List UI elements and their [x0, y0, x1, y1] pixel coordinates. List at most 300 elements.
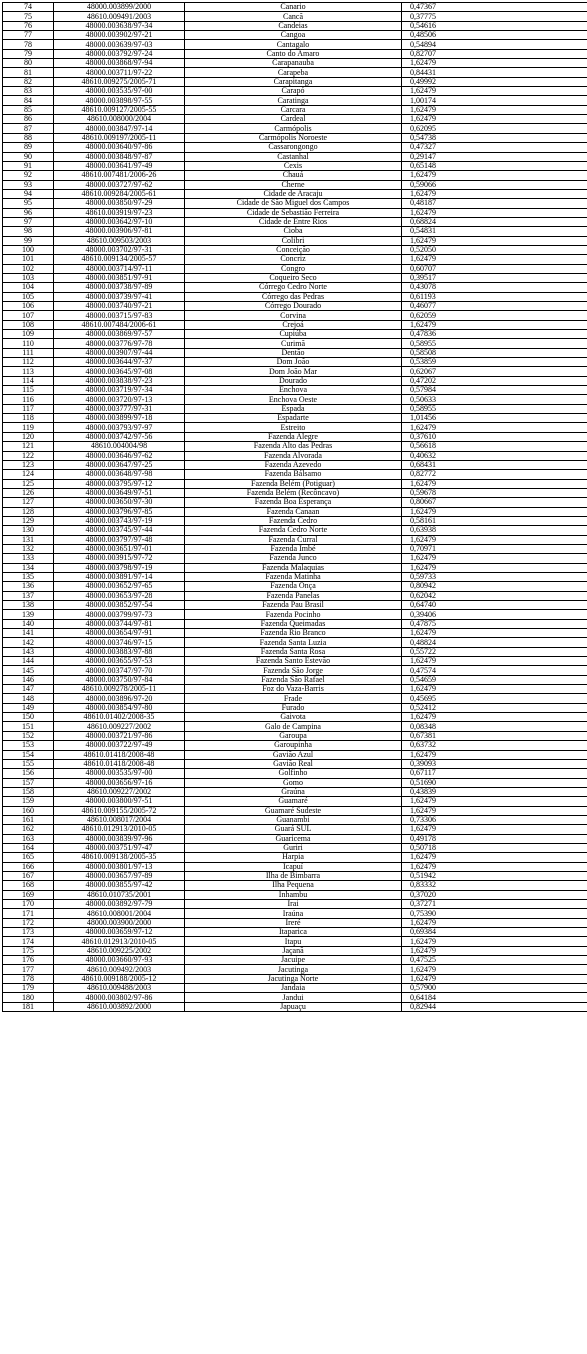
process-number-cell: 48000.003801/97-13 [54, 862, 185, 871]
table-row [3, 572, 587, 581]
value-cell: 0,29147 [402, 152, 587, 161]
field-name-cell: Castanhal [185, 152, 402, 161]
value-cell: 0,39406 [402, 610, 587, 619]
row-number-cell: 158 [3, 787, 54, 796]
process-number-cell: 48000.003745/97-44 [54, 526, 185, 535]
process-number-cell: 48000.003906/97-81 [54, 227, 185, 236]
value-cell: 1,62479 [402, 171, 587, 180]
value-cell: 1,62479 [402, 657, 587, 666]
table-row [3, 731, 587, 740]
table-row [3, 311, 587, 320]
table-row [3, 96, 587, 105]
value-cell: 0,84431 [402, 68, 587, 77]
value-cell: 0,75390 [402, 909, 587, 918]
field-name-cell: Cangoa [185, 31, 402, 40]
process-number-cell: 48000.003641/97-49 [54, 161, 185, 170]
field-name-cell: Jandui [185, 993, 402, 1002]
table-row [3, 49, 587, 58]
row-number-cell: 132 [3, 544, 54, 553]
row-number-cell: 168 [3, 881, 54, 890]
row-number-cell: 77 [3, 31, 54, 40]
row-number-cell: 88 [3, 133, 54, 142]
process-number-cell: 48000.003792/97-24 [54, 49, 185, 58]
table-row [3, 376, 587, 385]
field-name-cell: Guamaré [185, 797, 402, 806]
process-number-cell: 48000.003777/97-31 [54, 404, 185, 413]
process-number-cell: 48000.003793/97-97 [54, 423, 185, 432]
value-cell: 0,47836 [402, 330, 587, 339]
field-name-cell: Cardeal [185, 115, 402, 124]
process-number-cell: 48000.003651/97-01 [54, 544, 185, 553]
field-name-cell: Fazenda Alto das Pedras [185, 442, 402, 451]
table-row [3, 694, 587, 703]
row-number-cell: 167 [3, 871, 54, 880]
row-number-cell: 164 [3, 843, 54, 852]
field-name-cell: Congro [185, 264, 402, 273]
table-row [3, 367, 587, 376]
table-row [3, 143, 587, 152]
table-row [3, 993, 587, 1002]
row-number-cell: 91 [3, 161, 54, 170]
table-row [3, 470, 587, 479]
value-cell: 0,37020 [402, 890, 587, 899]
process-number-cell: 48000.003883/97-88 [54, 647, 185, 656]
process-number-cell: 48000.003795/97-12 [54, 479, 185, 488]
table-row [3, 909, 587, 918]
field-name-cell: Fazenda Alegre [185, 432, 402, 441]
row-number-cell: 122 [3, 451, 54, 460]
process-number-cell: 48000.003653/97-28 [54, 591, 185, 600]
table-row [3, 498, 587, 507]
table-row [3, 974, 587, 983]
row-number-cell: 149 [3, 703, 54, 712]
row-number-cell: 172 [3, 918, 54, 927]
row-number-cell: 116 [3, 395, 54, 404]
process-number-cell: 48000.003900/2000 [54, 918, 185, 927]
field-name-cell: Foz do Vaza-Barris [185, 685, 402, 694]
table-row [3, 619, 587, 628]
value-cell: 1,62479 [402, 965, 587, 974]
field-name-cell: Carapanauba [185, 59, 402, 68]
field-name-cell: Gomo [185, 778, 402, 787]
row-number-cell: 79 [3, 49, 54, 58]
row-number-cell: 133 [3, 554, 54, 563]
value-cell: 1,62479 [402, 806, 587, 815]
process-number-cell: 48610.008000/2004 [54, 115, 185, 124]
value-cell: 1,62479 [402, 862, 587, 871]
table-row [3, 68, 587, 77]
process-number-cell: 48000.003639/97-03 [54, 40, 185, 49]
value-cell: 1,62479 [402, 423, 587, 432]
field-name-cell: Concriz [185, 255, 402, 264]
row-number-cell: 157 [3, 778, 54, 787]
table-row [3, 797, 587, 806]
table-row [3, 161, 587, 170]
field-name-cell: Fazenda Queimadas [185, 619, 402, 628]
table-row [3, 77, 587, 86]
value-cell: 0,83332 [402, 881, 587, 890]
row-number-cell: 128 [3, 507, 54, 516]
process-number-cell: 48610.008001/2004 [54, 909, 185, 918]
row-number-cell: 106 [3, 302, 54, 311]
field-name-cell: Carmópolis Noroeste [185, 133, 402, 142]
row-number-cell: 138 [3, 601, 54, 610]
row-number-cell: 74 [3, 3, 54, 12]
table-row [3, 787, 587, 796]
table-row [3, 928, 587, 937]
table-row [3, 890, 587, 899]
process-number-cell: 48610.009278/2005-11 [54, 685, 185, 694]
value-cell: 1,62479 [402, 255, 587, 264]
field-name-cell: Cioba [185, 227, 402, 236]
process-number-cell: 48000.003750/97-84 [54, 675, 185, 684]
process-number-cell: 48000.003711/97-22 [54, 68, 185, 77]
row-number-cell: 180 [3, 993, 54, 1002]
value-cell: 1,62479 [402, 507, 587, 516]
process-number-cell: 48000.003854/97-80 [54, 703, 185, 712]
value-cell: 1,00174 [402, 96, 587, 105]
value-cell: 0,49178 [402, 834, 587, 843]
process-number-cell: 48000.003650/97-30 [54, 498, 185, 507]
field-name-cell: Canario [185, 3, 402, 12]
table-row [3, 563, 587, 572]
field-name-cell: Carapeba [185, 68, 402, 77]
table-row [3, 965, 587, 974]
value-cell: 0,57984 [402, 386, 587, 395]
row-number-cell: 160 [3, 806, 54, 815]
value-cell: 0,58508 [402, 348, 587, 357]
table-row [3, 414, 587, 423]
field-name-cell: Fazenda Belém (Potiguar) [185, 479, 402, 488]
row-number-cell: 154 [3, 750, 54, 759]
value-cell: 0,48824 [402, 638, 587, 647]
row-number-cell: 134 [3, 563, 54, 572]
field-name-cell: Dentão [185, 348, 402, 357]
process-number-cell: 48000.003869/97-57 [54, 330, 185, 339]
table-row [3, 488, 587, 497]
field-name-cell: Ilha de Bimbarra [185, 871, 402, 880]
table-row [3, 59, 587, 68]
field-name-cell: Corvina [185, 311, 402, 320]
row-number-cell: 174 [3, 937, 54, 946]
field-name-cell: Cherne [185, 180, 402, 189]
table-row [3, 741, 587, 750]
process-number-cell: 48000.003896/97-20 [54, 694, 185, 703]
table-row [3, 302, 587, 311]
row-number-cell: 81 [3, 68, 54, 77]
table-row [3, 675, 587, 684]
row-number-cell: 125 [3, 479, 54, 488]
row-number-cell: 146 [3, 675, 54, 684]
row-number-cell: 83 [3, 87, 54, 96]
field-name-cell: Icapuí [185, 862, 402, 871]
row-number-cell: 117 [3, 404, 54, 413]
field-name-cell: Cidade de Aracaju [185, 189, 402, 198]
field-name-cell: Dom João Mar [185, 367, 402, 376]
table-row [3, 386, 587, 395]
field-name-cell: Córrego das Pedras [185, 292, 402, 301]
table-row [3, 292, 587, 301]
value-cell: 0,50633 [402, 395, 587, 404]
field-name-cell: Gaivota [185, 713, 402, 722]
table-row [3, 862, 587, 871]
process-number-cell: 48000.003649/97-51 [54, 488, 185, 497]
value-cell: 0,73306 [402, 815, 587, 824]
table-row [3, 806, 587, 815]
value-cell: 1,62479 [402, 563, 587, 572]
field-name-cell: Furado [185, 703, 402, 712]
field-name-cell: Fazenda Bálsamo [185, 470, 402, 479]
value-cell: 0,51690 [402, 778, 587, 787]
process-number-cell: 48610.007481/2006-26 [54, 171, 185, 180]
process-number-cell: 48000.003847/97-14 [54, 124, 185, 133]
table-row [3, 339, 587, 348]
table-row [3, 657, 587, 666]
field-name-cell: Conceição [185, 245, 402, 254]
process-number-cell: 48610.009284/2005-61 [54, 189, 185, 198]
row-number-cell: 136 [3, 582, 54, 591]
value-cell: 1,62479 [402, 937, 587, 946]
value-cell: 0,69384 [402, 928, 587, 937]
field-name-cell: Harpia [185, 853, 402, 862]
table-row [3, 610, 587, 619]
table-row [3, 208, 587, 217]
row-number-cell: 127 [3, 498, 54, 507]
row-number-cell: 112 [3, 358, 54, 367]
table-row [3, 526, 587, 535]
process-number-cell: 48000.003746/97-15 [54, 638, 185, 647]
field-name-cell: Garoupa [185, 731, 402, 740]
field-name-cell: Itaparica [185, 928, 402, 937]
field-name-cell: Cexis [185, 161, 402, 170]
row-number-cell: 176 [3, 956, 54, 965]
process-number-cell: 48610.009155/2005-72 [54, 806, 185, 815]
value-cell: 1,62479 [402, 59, 587, 68]
row-number-cell: 85 [3, 105, 54, 114]
table-row [3, 236, 587, 245]
row-number-cell: 82 [3, 77, 54, 86]
row-number-cell: 153 [3, 741, 54, 750]
row-number-cell: 115 [3, 386, 54, 395]
table-row [3, 227, 587, 236]
table-row [3, 87, 587, 96]
field-name-cell: Colibri [185, 236, 402, 245]
process-number-cell: 48000.003721/97-86 [54, 731, 185, 740]
row-number-cell: 131 [3, 535, 54, 544]
field-name-cell: Fazenda Santa Rosa [185, 647, 402, 656]
row-number-cell: 76 [3, 21, 54, 30]
value-cell: 0,37775 [402, 12, 587, 21]
process-number-cell: 48000.003799/97-73 [54, 610, 185, 619]
value-cell: 0,54831 [402, 227, 587, 236]
row-number-cell: 165 [3, 853, 54, 862]
field-name-cell: Ireré [185, 918, 402, 927]
value-cell: 0,50718 [402, 843, 587, 852]
table-row [3, 358, 587, 367]
table-row [3, 900, 587, 909]
row-number-cell: 147 [3, 685, 54, 694]
value-cell: 0,47525 [402, 956, 587, 965]
process-number-cell: 48610.009275/2005-71 [54, 77, 185, 86]
process-number-cell: 48610.009188/2005-12 [54, 974, 185, 983]
value-cell: 0,43078 [402, 283, 587, 292]
process-number-cell: 48000.003852/97-54 [54, 601, 185, 610]
value-cell: 0,80667 [402, 498, 587, 507]
process-number-cell: 48610.009227/2002 [54, 722, 185, 731]
table-row [3, 582, 587, 591]
field-name-cell: Fazenda Pocinho [185, 610, 402, 619]
value-cell: 1,62479 [402, 236, 587, 245]
row-number-cell: 92 [3, 171, 54, 180]
process-number-cell: 48000.003739/97-41 [54, 292, 185, 301]
table-row [3, 423, 587, 432]
table-row [3, 769, 587, 778]
value-cell: 0,47574 [402, 666, 587, 675]
row-number-cell: 103 [3, 273, 54, 282]
field-name-cell: Fazenda Rio Branco [185, 629, 402, 638]
table-row [3, 479, 587, 488]
row-number-cell: 120 [3, 432, 54, 441]
process-number-cell: 48610.009491/2003 [54, 12, 185, 21]
value-cell: 0,62067 [402, 367, 587, 376]
table-row [3, 825, 587, 834]
fields-table [2, 2, 587, 1012]
value-cell: 0,80942 [402, 582, 587, 591]
process-number-cell: 48000.003738/97-89 [54, 283, 185, 292]
process-number-cell: 48610.009492/2003 [54, 965, 185, 974]
table-row [3, 3, 587, 12]
field-name-cell: Jacutinga [185, 965, 402, 974]
row-number-cell: 181 [3, 1002, 54, 1011]
row-number-cell: 95 [3, 199, 54, 208]
value-cell: 0,54894 [402, 40, 587, 49]
row-number-cell: 126 [3, 488, 54, 497]
table-row [3, 320, 587, 329]
process-number-cell: 48000.003850/97-29 [54, 199, 185, 208]
value-cell: 0,63938 [402, 526, 587, 535]
row-number-cell: 119 [3, 423, 54, 432]
value-cell: 1,62479 [402, 208, 587, 217]
table-row [3, 871, 587, 880]
table-row [3, 124, 587, 133]
process-number-cell: 48000.003740/97-21 [54, 302, 185, 311]
field-name-cell: Espada [185, 404, 402, 413]
row-number-cell: 144 [3, 657, 54, 666]
row-number-cell: 150 [3, 713, 54, 722]
row-number-cell: 178 [3, 974, 54, 983]
row-number-cell: 129 [3, 516, 54, 525]
row-number-cell: 148 [3, 694, 54, 703]
field-name-cell: Canto do Amaro [185, 49, 402, 58]
row-number-cell: 121 [3, 442, 54, 451]
process-number-cell: 48000.003654/97-91 [54, 629, 185, 638]
table-row [3, 666, 587, 675]
row-number-cell: 104 [3, 283, 54, 292]
table-row [3, 105, 587, 114]
process-number-cell: 48000.003652/97-65 [54, 582, 185, 591]
value-cell: 1,01456 [402, 414, 587, 423]
table-row [3, 507, 587, 516]
field-name-cell: Cidade de São Miguel dos Campos [185, 199, 402, 208]
field-name-cell: Carmópolis [185, 124, 402, 133]
field-name-cell: Córrego Dourado [185, 302, 402, 311]
process-number-cell: 48610.003919/97-23 [54, 208, 185, 217]
table-row [3, 348, 587, 357]
process-number-cell: 48610.010735/2001 [54, 890, 185, 899]
row-number-cell: 113 [3, 367, 54, 376]
value-cell: 0,39517 [402, 273, 587, 282]
row-number-cell: 143 [3, 647, 54, 656]
table-row [3, 638, 587, 647]
process-number-cell: 48000.003892/97-79 [54, 900, 185, 909]
field-name-cell: Guará SUL [185, 825, 402, 834]
row-number-cell: 84 [3, 96, 54, 105]
value-cell: 0,62042 [402, 591, 587, 600]
table-row [3, 283, 587, 292]
process-number-cell: 48000.003655/97-53 [54, 657, 185, 666]
value-cell: 0,52412 [402, 703, 587, 712]
row-number-cell: 177 [3, 965, 54, 974]
table-row [3, 703, 587, 712]
value-cell: 1,62479 [402, 685, 587, 694]
fields-table-body [3, 3, 587, 1012]
field-name-cell: Ilha Pequena [185, 881, 402, 890]
row-number-cell: 179 [3, 984, 54, 993]
field-name-cell: Carapó [185, 87, 402, 96]
process-number-cell: 48000.003644/97-37 [54, 358, 185, 367]
field-name-cell: Fazenda Matinha [185, 572, 402, 581]
field-name-cell: Jandaia [185, 984, 402, 993]
field-name-cell: Fazenda Imbé [185, 544, 402, 553]
table-row [3, 881, 587, 890]
table-row [3, 264, 587, 273]
field-name-cell: Galo de Campina [185, 722, 402, 731]
process-number-cell: 48000.003702/97-31 [54, 245, 185, 254]
value-cell: 1,62479 [402, 750, 587, 759]
field-name-cell: Fazenda Pau Brasil [185, 601, 402, 610]
value-cell: 0,70971 [402, 544, 587, 553]
field-name-cell: Caratinga [185, 96, 402, 105]
process-number-cell: 48000.003659/97-12 [54, 928, 185, 937]
process-number-cell: 48000.003898/97-55 [54, 96, 185, 105]
value-cell: 0,60707 [402, 264, 587, 273]
field-name-cell: Guanambi [185, 815, 402, 824]
table-row [3, 843, 587, 852]
process-number-cell: 48000.003839/97-96 [54, 834, 185, 843]
table-row [3, 199, 587, 208]
value-cell: 0,59733 [402, 572, 587, 581]
process-number-cell: 48610.007484/2006-61 [54, 320, 185, 329]
process-number-cell: 48610.009197/2005-11 [54, 133, 185, 142]
field-name-cell: Espadarte [185, 414, 402, 423]
value-cell: 0,64740 [402, 601, 587, 610]
row-number-cell: 94 [3, 189, 54, 198]
table-row [3, 1002, 587, 1011]
row-number-cell: 140 [3, 619, 54, 628]
process-number-cell: 48000.003891/97-14 [54, 572, 185, 581]
row-number-cell: 141 [3, 629, 54, 638]
process-number-cell: 48000.003646/97-62 [54, 451, 185, 460]
value-cell: 0,61193 [402, 292, 587, 301]
field-name-cell: Chauá [185, 171, 402, 180]
field-name-cell: Cidade de Sebastião Ferreira [185, 208, 402, 217]
process-number-cell: 48000.003855/97-42 [54, 881, 185, 890]
value-cell: 1,62479 [402, 535, 587, 544]
value-cell: 0,62095 [402, 124, 587, 133]
value-cell: 0,53859 [402, 358, 587, 367]
value-cell: 0,82772 [402, 470, 587, 479]
table-row [3, 778, 587, 787]
